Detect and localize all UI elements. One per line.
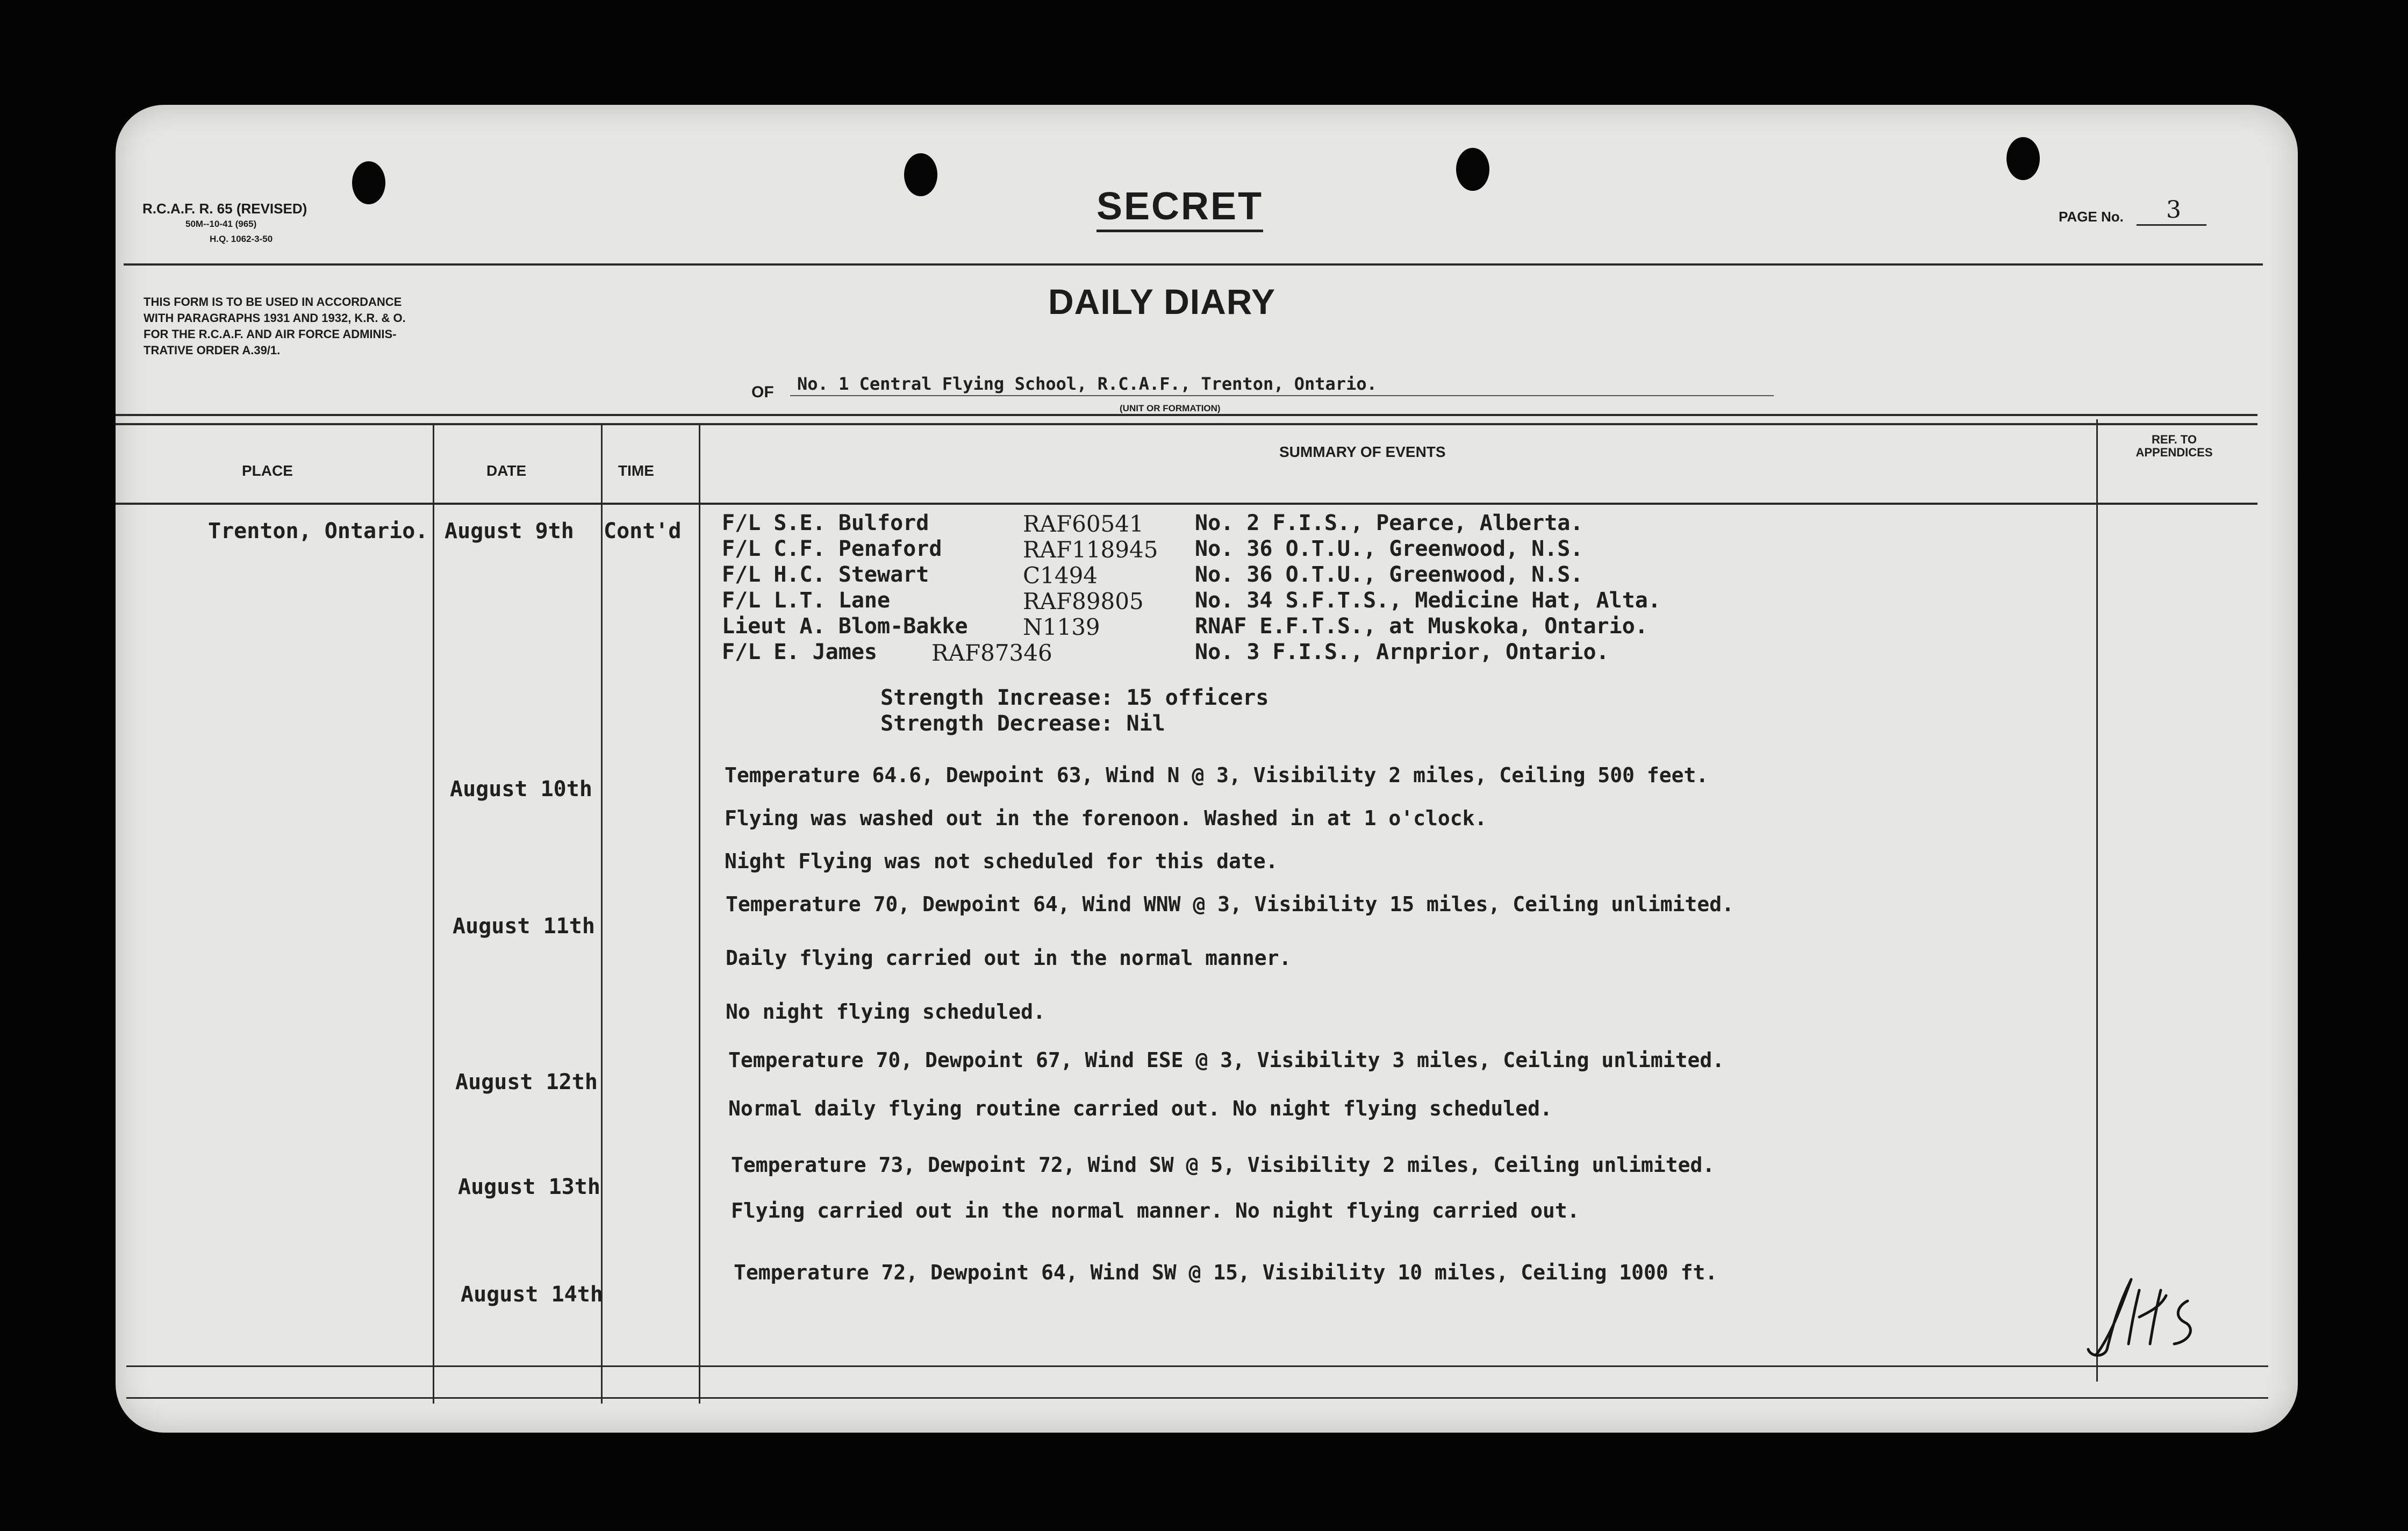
day-date: August 10th <box>450 777 592 802</box>
page-number: 3 <box>2166 196 2181 224</box>
form-instructions: THIS FORM IS TO BE USED IN ACCORDANCE WITH PARAGRAPHS 1931 AND 1932, K.R. & O. FOR THE R.C.A.F. AND AIR FORCE ADMINIS- TRATIVE ORDER A.39/1. <box>144 295 406 357</box>
unit-caption: (UNIT OR FORMATION) <box>1120 403 1221 413</box>
punch-hole <box>352 161 385 204</box>
security-label: SECRET <box>1096 184 1263 232</box>
list-item: Lieut A. Blom-Bakke N1139 RNAF E.F.T.S., at Muskoka, Ontario. <box>722 614 1648 640</box>
postings-list <box>722 511 1851 666</box>
strength-increase: Strength Increase: 15 officers <box>880 685 1269 710</box>
day-note: Night Flying was not scheduled for this date. <box>725 849 1278 873</box>
diary-title: DAILY DIARY <box>1048 282 1275 321</box>
form-number: R.C.A.F. R. 65 (REVISED) <box>142 201 307 217</box>
day-date: August 12th <box>455 1070 598 1094</box>
day-date: August 13th <box>458 1175 600 1199</box>
col-header-date: DATE <box>486 462 527 479</box>
day-weather: Temperature 64.6, Dewpoint 63, Wind N @ 3, Visibility 2 miles, Ceiling 500 feet. <box>725 763 1709 787</box>
list-item: F/L E. James RAF87346 No. 3 F.I.S., Arnprior, Ontario. <box>722 640 1609 666</box>
day-date: August 14th <box>461 1282 603 1307</box>
day-note: No night flying scheduled. <box>726 1000 1045 1024</box>
day-note: Daily flying carried out in the normal manner. <box>726 946 1292 970</box>
of-label: OF <box>751 383 774 401</box>
entry-date: August 9th <box>445 519 574 543</box>
day-note: Flying was washed out in the forenoon. Washed in at 1 o'clock. <box>725 806 1487 830</box>
col-header-place: PLACE <box>242 462 293 479</box>
page-label: PAGE No. <box>2059 209 2124 225</box>
entry-place: Trenton, Ontario. <box>208 519 428 543</box>
unit-name: No. 1 Central Flying School, R.C.A.F., Trenton, Ontario. <box>797 374 1377 394</box>
punch-hole <box>2006 137 2040 180</box>
print-line: H.Q. 1062-3-50 <box>210 234 273 244</box>
day-weather: Temperature 70, Dewpoint 67, Wind ESE @ 3, Visibility 3 miles, Ceiling unlimited. <box>728 1048 1725 1072</box>
day-date: August 11th <box>453 914 595 939</box>
strength-decrease: Strength Decrease: Nil <box>880 711 1165 736</box>
col-header-summary: SUMMARY OF EVENTS <box>1279 443 1446 460</box>
day-weather: Temperature 70, Dewpoint 64, Wind WNW @ 3, Visibility 15 miles, Ceiling unlimited. <box>726 892 1734 916</box>
day-weather: Temperature 73, Dewpoint 72, Wind SW @ 5, Visibility 2 miles, Ceiling unlimited. <box>731 1153 1715 1177</box>
col-header-ref: REF. TO APPENDICES <box>2135 433 2213 459</box>
list-item: F/L L.T. Lane RAF89805 No. 34 S.F.T.S., Medicine Hat, Alta. <box>722 588 1661 614</box>
list-item: F/L C.F. Penaford RAF118945 No. 36 O.T.U., Greenwood, N.S. <box>722 536 1583 563</box>
handwritten-initials <box>2080 1269 2204 1363</box>
print-line: 50M--10-41 (965) <box>185 219 257 229</box>
list-item: F/L S.E. Bulford RAF60541 No. 2 F.I.S., Pearce, Alberta. <box>722 511 1583 537</box>
day-weather: Temperature 72, Dewpoint 64, Wind SW @ 15, Visibility 10 miles, Ceiling 1000 ft. <box>734 1261 1718 1284</box>
list-item: F/L H.C. Stewart C1494 No. 36 O.T.U., Greenwood, N.S. <box>722 562 1583 589</box>
day-note: Normal daily flying routine carried out. No night flying scheduled. <box>728 1097 1552 1120</box>
col-header-time: TIME <box>618 462 654 479</box>
punch-hole <box>904 153 937 196</box>
diary-card <box>116 105 2298 1433</box>
entry-time: Cont'd <box>604 519 682 543</box>
day-note: Flying carried out in the normal manner. No night flying carried out. <box>731 1199 1580 1222</box>
punch-hole <box>1456 148 1489 191</box>
